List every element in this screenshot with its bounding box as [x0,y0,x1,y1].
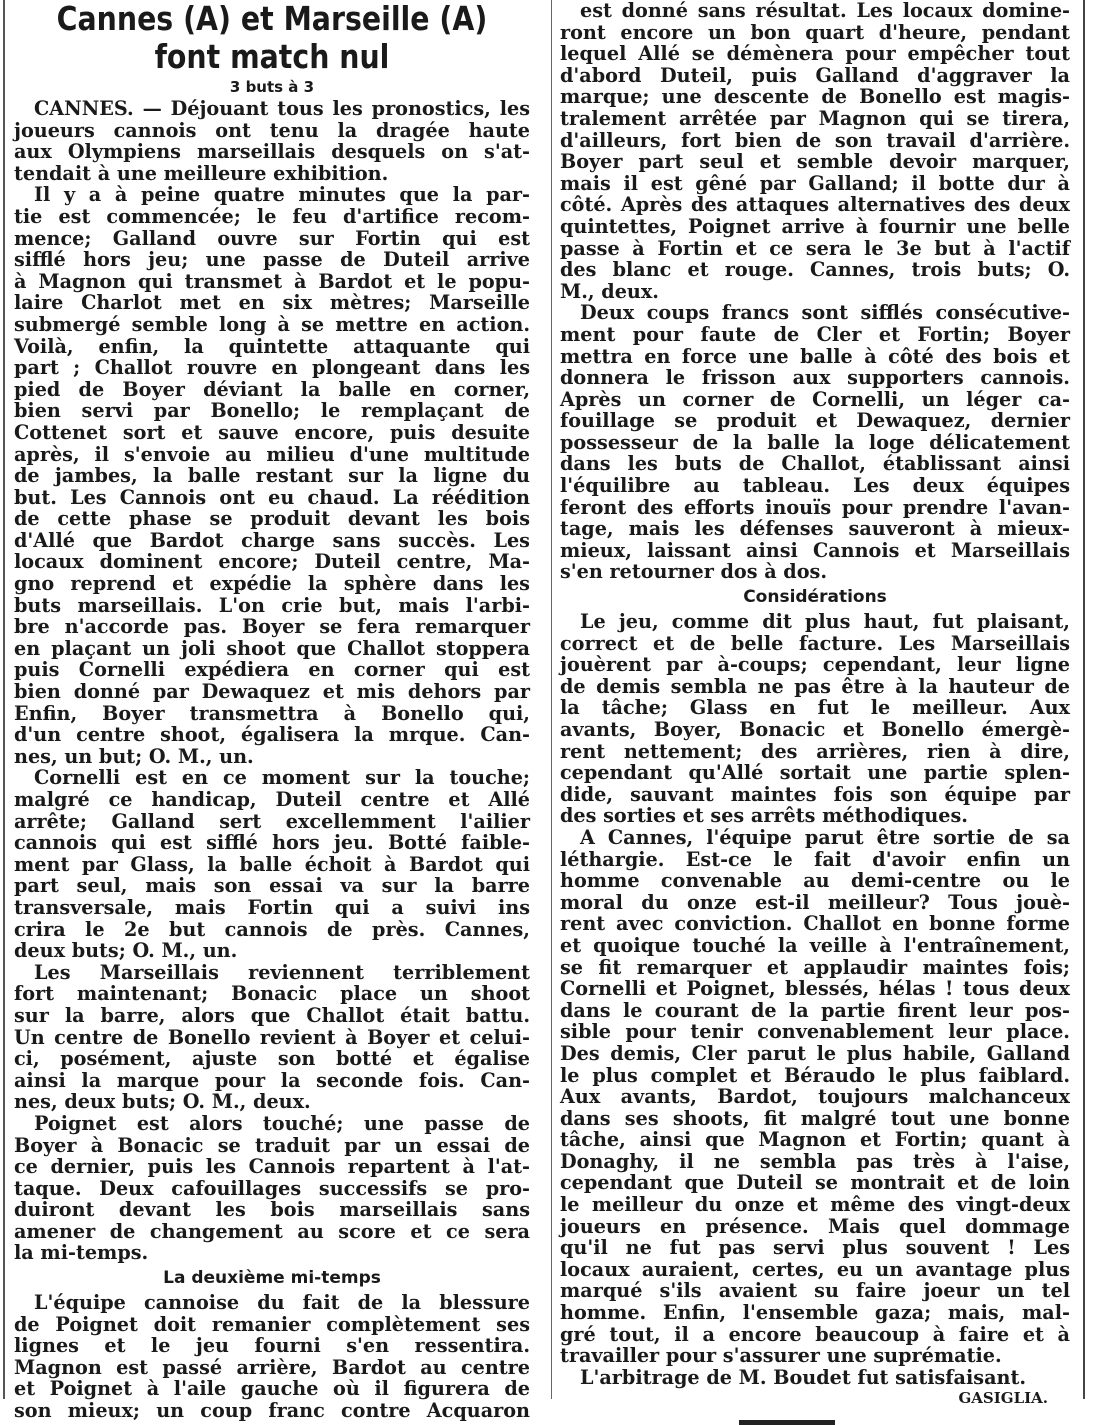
paragraph [560,1367,1070,1389]
text-line: part ; Challot rouvre en plongeant dans les [14,356,530,380]
text-line: bien donné par Dewaquez et mis dehors par [14,680,530,704]
headline-line-1: Cannes (A) et Marseille (A) [56,0,488,38]
text-line: gno reprend et expédie la sphère dans les [14,572,530,596]
paragraph [14,98,530,184]
text-line: d'abord Duteil, puis Galland d'aggraver la [560,63,1070,87]
text-line: but. Les Cannois ont eu chaud. La réédition [14,485,530,509]
column-right-body [560,0,1070,583]
text-line: cependant qu'Allé sortait une partie splen- [560,761,1070,785]
text-line: mais il est gêné par Galland; il botte dur à [560,171,1070,195]
text-line: taque. Deux cafouillages successifs se pro- [14,1176,530,1200]
text-line: ci, posément, ajuste son botté et égalise [14,1047,530,1071]
text-line: tendait à une meilleure exhibition. [14,161,389,185]
text-line: locaux auraient, certes, eu un avantage plus [560,1257,1070,1281]
text-line: Des demis, Cler parut le plus habile, Galland [560,1041,1070,1065]
column-left-body-after [14,1292,530,1422]
text-line: arrête; Galland sert excellemment l'ailier [14,809,530,833]
text-line: Enfin, Boyer transmettra à Bonello qui, [14,701,530,725]
text-line: moral du onze est-il meilleur? Tous jouè- [560,890,1070,914]
author-signature: GASIGLIA. [958,1389,1048,1408]
text-line: dans les buts de Challot, établissant ainsi [560,452,1070,476]
paragraph [560,827,1070,1367]
text-line: bre n'accorde pas. Boyer se fera remarquer [14,615,530,639]
text-line: Cottenet sort et sauve encore, puis desuite [14,420,530,444]
text-line: Il y a à peine quatre minutes que la par- [34,183,530,207]
text-line: d'un centre shoot, égalisera la mrque. Can- [14,723,530,747]
text-line: lignes et le jeu fourni s'en ressentira. [14,1334,530,1358]
text-line: Magnon est passé arrière, Bardot au centre [14,1355,530,1379]
text-line: Un centre de Bonello revient à Boyer et celui- [14,1025,530,1049]
paragraph [14,1292,530,1422]
text-line: marque; une descente de Bonello est magis- [560,85,1070,109]
text-line: Poignet est alors touché; une passe de [34,1111,530,1135]
text-line: après, il s'envoie au milieu d'une multitude [14,442,530,466]
text-line: des sorties et ses arrêts méthodiques. [560,804,968,828]
column-left-body [14,98,530,1264]
text-line: son mieux; un coup franc contre Acquaron [14,1399,530,1423]
text-line: la tâche; Glass en fut le meilleur. Aux [560,696,1070,720]
text-line: duiront devant les bois marseillais sans [14,1198,530,1222]
paragraph [14,767,530,961]
text-line: dans le courant de la partie firent leur pos- [560,998,1070,1022]
text-line: tage, mais les défenses sauveront à mieux- [560,517,1070,541]
text-line: M., deux. [560,279,659,303]
text-line: rent avec conviction. Challot en bonne forme [560,912,1070,936]
text-line: Aux avants, Bardot, toujours malchanceux [560,1085,1070,1109]
text-line: de cette phase se produit devant les bois [14,507,530,531]
text-line: correct et de belle facture. Les Marseillais [560,631,1070,655]
text-line: Les Marseillais reviennent terriblement [34,960,530,984]
text-line: feront des efforts inouïs pour prendre l'avan- [560,495,1070,519]
article-column-right [560,0,1070,1425]
text-line: fort maintenant; Bonacic place un shoot [14,982,530,1006]
paragraph [14,1113,530,1264]
text-line: des blanc et rouge. Cannes, trois buts; O. [560,258,1070,282]
text-line: L'arbitrage de M. Boudet fut satisfaisant. [580,1365,1026,1389]
text-line: A Cannes, l'équipe parut être sortie de sa [580,825,1070,849]
text-line: malgré ce handicap, Duteil centre et Allé [14,788,530,811]
text-line: L'équipe cannoise du fait de la blessure [34,1291,530,1315]
text-line: Après un corner de Cornelli, un léger ca- [560,387,1070,411]
text-line: nes, un but; O. M., un. [14,744,254,768]
text-line: homme. Enfin, l'ensemble gaza; mais, mal- [560,1301,1070,1325]
left-column-rule [3,0,5,1399]
text-line: sur la barre, alors que Challot était battu. [14,1003,530,1027]
text-line: Cornelli et Poignet, blessés, hélas ! tous deux [560,977,1070,1001]
paragraph [560,0,1070,302]
text-line: avants, Boyer, Bonacic et Bonello émergè- [560,718,1070,741]
text-line: marqué s'ils avaient su faire joeur un tel [560,1279,1070,1303]
text-line: et Poignet à l'aile gauche où il figurera de [14,1377,530,1401]
text-line: buts marseillais. L'on crie but, mais l'arbi- [14,593,530,617]
text-line: amener de changement au score et ce sera [14,1219,530,1243]
text-line: part seul, mais son essai va sur la barre [14,874,530,898]
text-line: ront encore un bon quart d'heure, pendant [560,20,1070,44]
text-line: Boyer à Bonacic se traduit par un essai de [14,1133,530,1157]
text-line: ainsi la marque pour la seconde fois. Can- [14,1068,530,1092]
section-title-second-half: La deuxième mi-temps [163,1268,381,1289]
text-line: le meilleur du onze et même des vingt-deux [560,1193,1070,1217]
text-line: en plaçant un joli shoot que Challot stoppera [14,636,530,660]
text-line: sifflé hors jeu; une passe de Duteil arrive [14,248,530,272]
text-line: ce dernier, puis les Cannois repartent à l'at- [14,1155,530,1179]
text-line: nes, deux buts; O. M., deux. [14,1090,311,1114]
text-line: Boyer part seul et semble devoir marquer, [560,150,1070,174]
text-line: quintettes, Poignet arrive à fournir une belle [560,214,1070,238]
text-line: cannois qui est sifflé hors jeu. Botté faible- [14,831,530,855]
section-title-considerations: Considérations [743,587,887,608]
text-line: Donaghy, il ne sembla pas très à l'aise, [560,1149,1070,1173]
text-line: Cornelli est en ce moment sur la touche; [34,766,530,790]
text-line: transversale, mais Fortin qui a suivi ins [14,895,530,919]
text-line: CANNES. — Déjouant tous les pronostics, les [34,97,530,120]
text-line: de jambes, la balle restant sur la ligne du [14,464,530,488]
score-subhead: 3 buts à 3 [229,78,315,96]
text-line: ment par Glass, la balle échoit à Bardot qui [14,852,530,876]
text-line: d'ailleurs, fort bien de son travail d'arrière. [560,128,1070,152]
paragraph [14,184,530,767]
text-line: de demis sembla ne pas être à la hauteur de [560,674,1070,698]
text-line: homme convenable au demi-centre ou le [560,869,1070,893]
text-line: tralement arrêtée par Magnon qui se tirera, [560,106,1070,130]
column-right-body-after [560,611,1070,1388]
text-line: Le jeu, comme dit plus haut, fut plaisant, [580,610,1070,634]
center-column-rule [551,0,552,1399]
text-line: la mi-temps. [14,1241,149,1265]
paragraph [560,302,1070,583]
text-line: donnera le frisson aux supporters cannois. [560,366,1070,390]
text-line: côté. Après des attaques alternatives des deux [560,193,1070,217]
right-column-rule [1083,0,1085,1399]
text-line: le plus complet et Béraudo le plus faiblard. [560,1063,1070,1087]
text-line: est donné sans résultat. Les locaux domine- [580,0,1070,22]
article-column-left [14,0,530,1422]
text-line: s'en retourner dos à dos. [560,560,828,584]
text-line: à Magnon qui transmet à Bardot et le popu- [14,269,530,293]
text-line: rent nettement; des arrières, rien à dire, [560,739,1070,763]
text-line: crira le 2e but cannois de près. Cannes, [14,917,530,941]
text-line: aux Olympiens marseillais desquels on s'at- [14,140,530,164]
text-line: mence; Galland ouvre sur Fortin qui est [14,226,530,250]
text-line: sible pour tenir convenablement leur place. [560,1020,1070,1044]
paragraph [560,611,1070,827]
paragraph [14,962,530,1113]
text-line: d'Allé que Bardot charge sans succès. Les [14,528,530,552]
text-line: locaux dominent encore; Duteil centre, Ma- [14,550,530,574]
text-line: travailler pour s'assurer une suprématie. [560,1344,1002,1368]
text-line: se fit remarquer et applaudir maintes fois; [560,955,1070,979]
text-line: laire Charlot met en six mètres; Marseille [14,291,530,315]
text-line: jouèrent par à-coups; cependant, leur ligne [560,653,1070,677]
text-line: dans ses shoots, fit malgré tout une bonne [560,1106,1070,1130]
text-line: gré tout, il a encore beaucoup à faire et à [560,1322,1070,1346]
text-line: mettra en force une balle à côté des bois et [560,344,1070,368]
text-line: fouillage se produit et Dewaquez, dernier [560,409,1070,433]
text-line: et quoique touché la veille à l'entraînement, [560,933,1070,957]
text-line: joueurs en présence. Mais quel dommage [560,1214,1070,1238]
headline-line-2: font match nul [154,37,390,76]
end-of-article-rule [739,1420,835,1425]
text-line: puis Cornelli expédiera en corner qui est [14,658,530,682]
text-line: deux buts; O. M., un. [14,939,238,963]
text-line: pied de Boyer déviant la balle en corner, [14,377,530,401]
text-line: submergé semble long à se mettre en action. [14,312,530,336]
text-line: tie est commencée; le feu d'artifice recom- [14,204,530,228]
text-line: mieux, laissant ainsi Cannois et Marseillais [560,538,1070,562]
text-line: passe à Fortin et ce sera le 3e but à l'actif [560,236,1070,260]
text-line: ment pour faute de Cler et Fortin; Boyer [560,322,1070,346]
text-line: dide, sauvant maintes fois son équipe par [560,782,1070,806]
text-line: l'équilibre au tableau. Les deux équipes [560,474,1070,498]
text-line: Voilà, enfin, la quintette attaquante qui [14,334,530,358]
text-line: lequel Allé se démènera pour empêcher tout [560,42,1070,66]
text-line: joueurs cannois ont tenu la dragée haute [14,118,530,142]
text-line: cependant que Duteil se montrait et de loin [560,1171,1070,1195]
text-line: Deux coups francs sont sifflés consécutive- [580,301,1070,325]
text-line: tâche, ainsi que Magnon et Fortin; quant à [560,1128,1070,1152]
text-line: de Poignet doit remanier complètement ses [14,1312,530,1336]
text-line: bien servi par Bonello; le remplaçant de [14,399,530,423]
text-line: possesseur de la balle la loge délicatement [560,430,1070,454]
text-line: léthargie. Est-ce le fait d'avoir enfin un [560,847,1070,871]
text-line: qu'il ne fut pas servi plus souvent ! Les [560,1236,1070,1260]
